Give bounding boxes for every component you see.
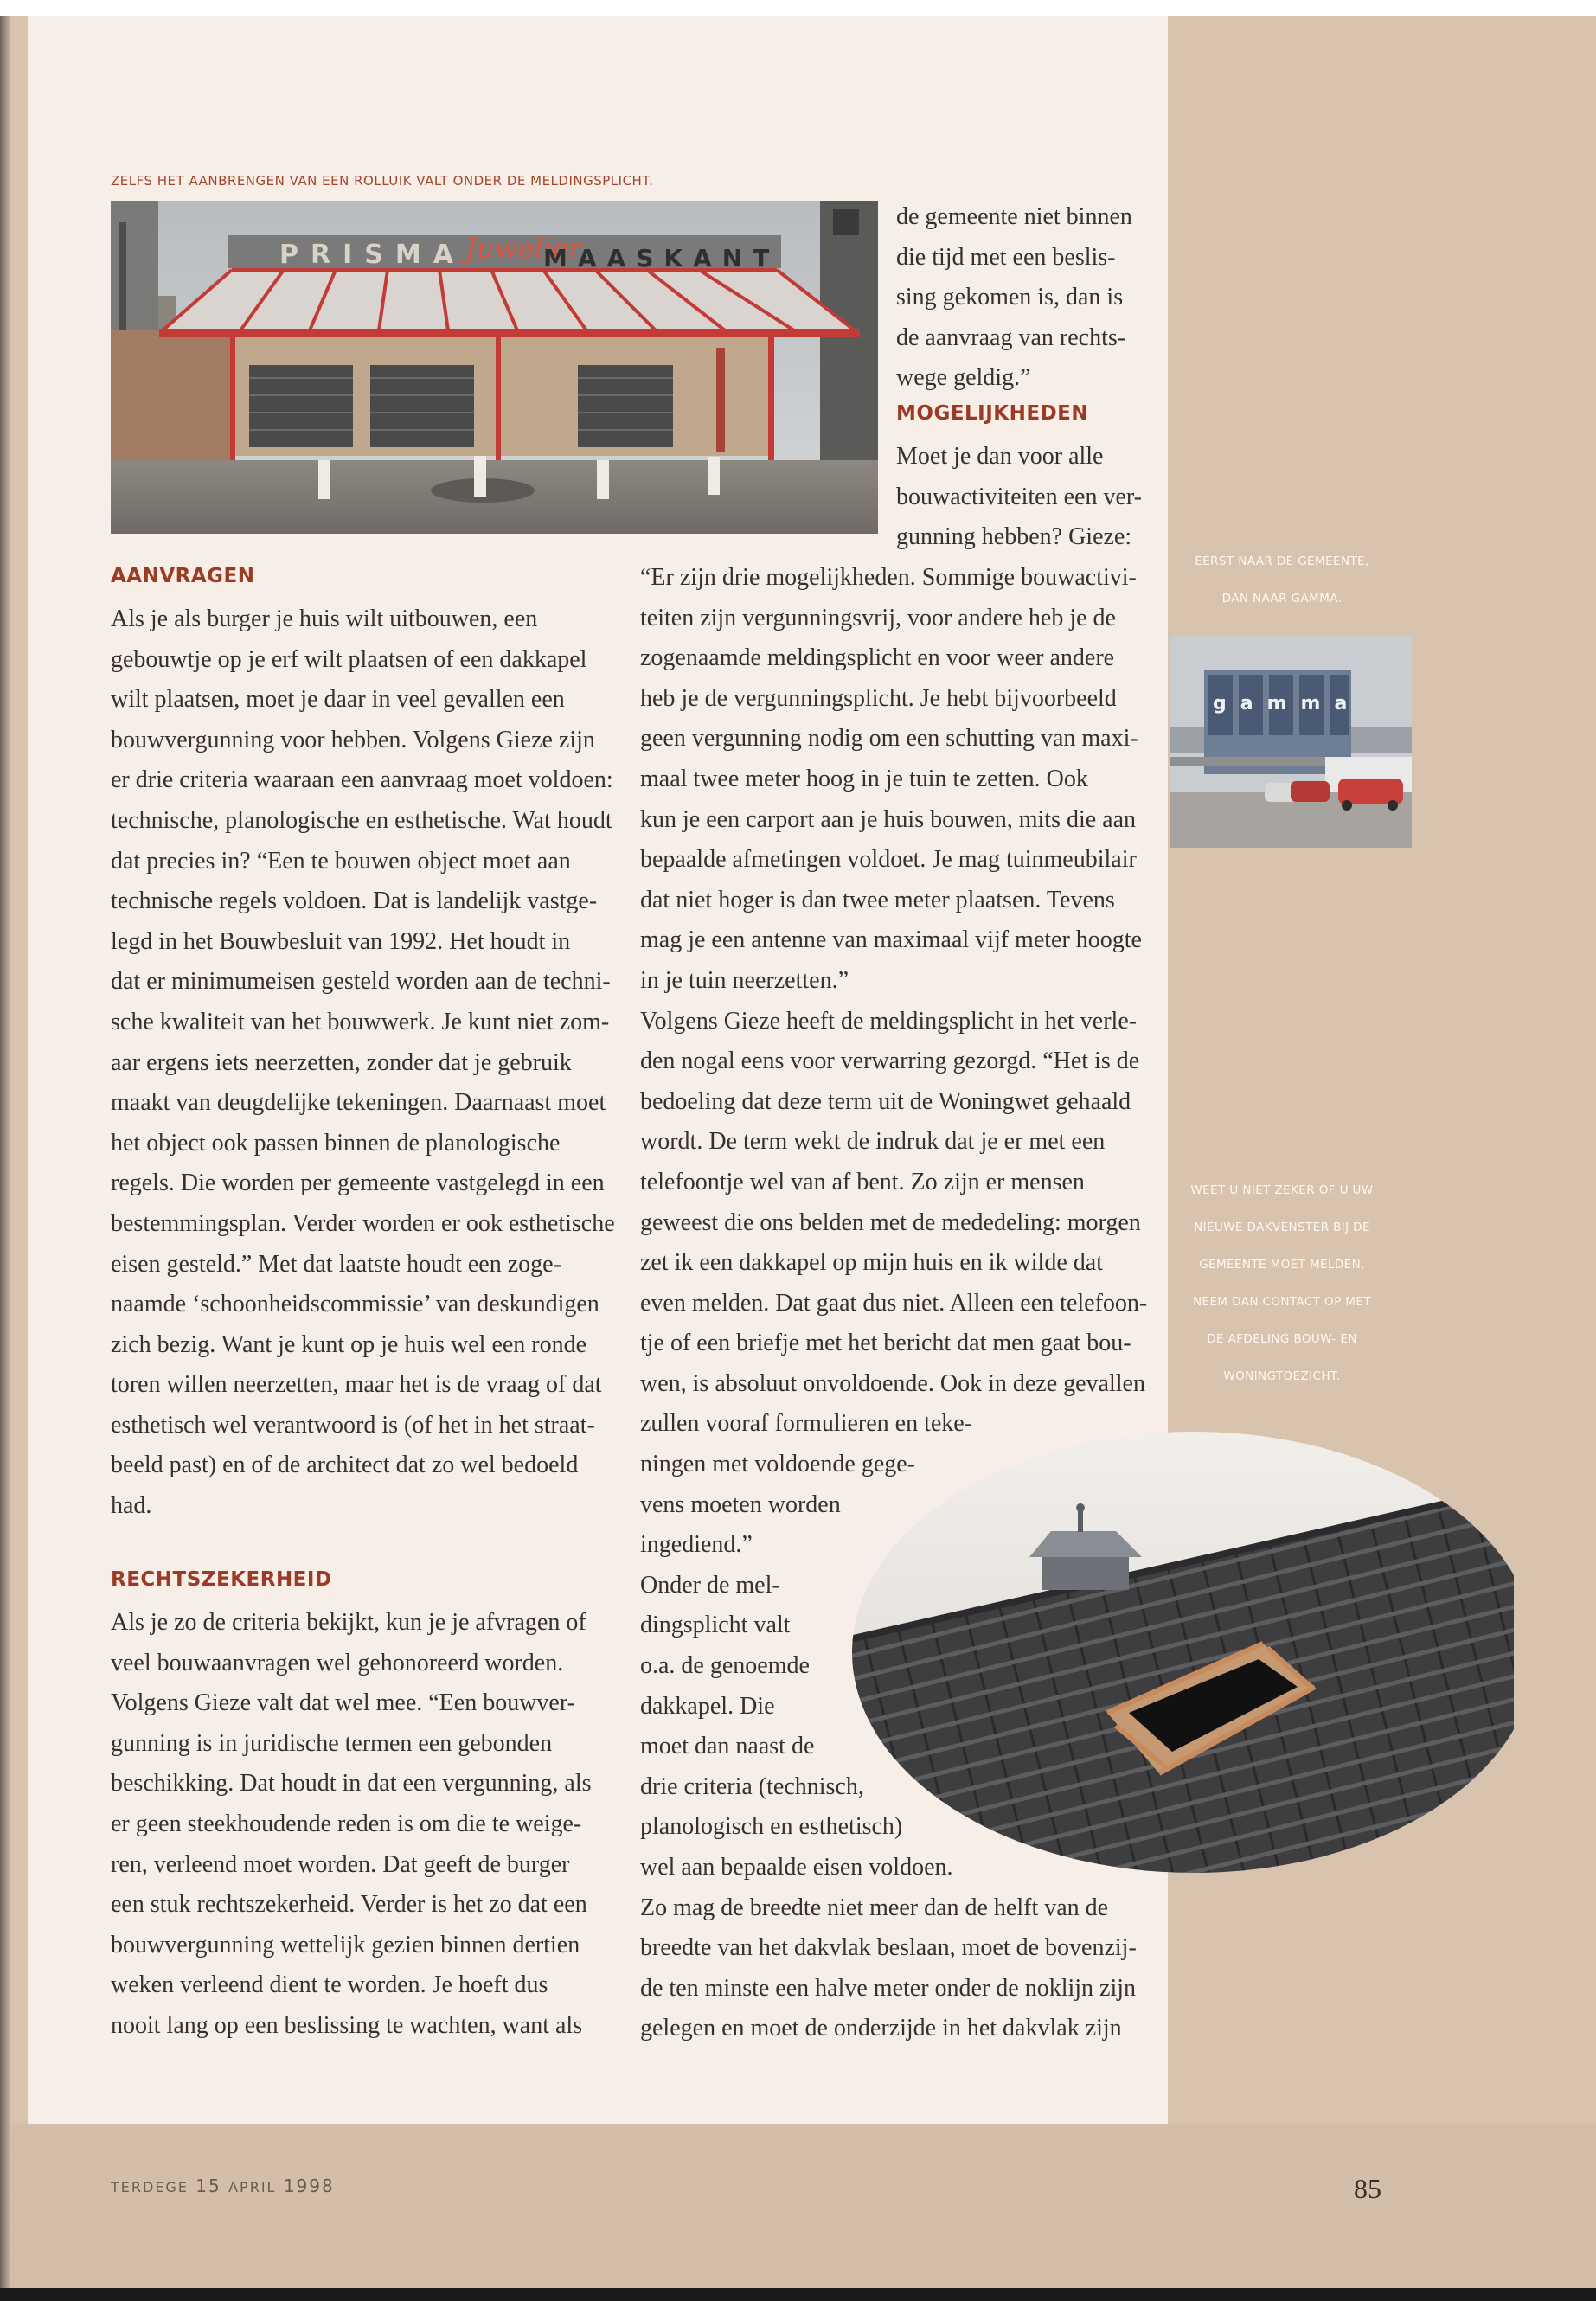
column-1-rechtszekerheid [111, 1603, 592, 2047]
heading-rechtszekerheid: RECHTSZEKERHEID [111, 1568, 332, 1591]
roof-dormer-photo [830, 1427, 1514, 1877]
footer-band [10, 2124, 1596, 2288]
text-line: wilt plaatsen, moet je daar in veel gevallen een [111, 686, 565, 714]
text-line: vens moeten worden [640, 1490, 841, 1518]
footer-day: 15 [195, 2176, 221, 2196]
text-line: Onder de mel- [640, 1571, 780, 1599]
text-line: heb je de vergunningsplicht. Je hebt bijvoorbeeld [640, 684, 1117, 712]
text-line: weken verleend dient te worden. Je hoeft dus [111, 1971, 548, 1999]
text-line: zullen vooraf formulieren en teke- [640, 1410, 973, 1438]
footer-issue-info [111, 2176, 335, 2196]
text-line: dat er minimumeisen gesteld worden aan de techni- [111, 968, 611, 996]
text-line: beschikking. Dat houdt in dat een vergunning, als [111, 1770, 592, 1798]
text-line: dingsplicht valt [640, 1612, 791, 1639]
text-line: ningen met voldoende gege- [640, 1451, 916, 1478]
text-line: gebouwtje op je erf wilt plaatsen of een dakkapel [111, 645, 587, 673]
side-caption-line: DE AFDELING BOUW- EN [1207, 1332, 1357, 1346]
side-caption-line: WONINGTOEZICHT. [1223, 1369, 1341, 1383]
side-caption-line: WEET U NIET ZEKER OF U UW [1190, 1183, 1374, 1197]
text-line: bouwvergunning voor hebben. Volgens Gieze zijn [111, 726, 595, 753]
text-line: bouwvergunning wettelijk gezien binnen dertien [111, 1931, 580, 1958]
text-line: dat precies in? “Een te bouwen object moet aan [111, 847, 571, 875]
shop-photo [111, 201, 878, 534]
text-line: maal twee meter hoog in je tuin te zetten. Ook [640, 765, 1088, 792]
side-caption-gamma [1170, 543, 1394, 618]
text-line: bedoeling dat deze term uit de Woningwet gehaald [640, 1087, 1131, 1115]
footer-magazine: TERDEGE [111, 2179, 189, 2195]
text-line: bouwactiviteiten een ver- [896, 483, 1142, 510]
text-line: sche kwaliteit van het bouwwerk. Je kunt niet zom- [111, 1008, 610, 1035]
text-line: had. [111, 1492, 152, 1520]
text-line: kun je een carport aan je huis bouwen, mits die aan [640, 805, 1137, 833]
text-line: veel bouwaanvragen wel gehonoreerd worden. [111, 1649, 564, 1676]
text-line: mag je een antenne van maximaal vijf meter hoogte [640, 926, 1142, 954]
text-line: Volgens Gieze heeft de meldingsplicht in het verle- [640, 1007, 1138, 1035]
text-line: ren, verleend moet worden. Dat geeft de burger [111, 1850, 570, 1878]
text-line: in je tuin neerzetten.” [640, 966, 849, 994]
text-line: Als je als burger je huis wilt uitbouwen, een [111, 606, 538, 632]
shop-sign-right: MAASKANT [543, 244, 780, 272]
text-line: breedte van het dakvlak beslaan, moet de bovenzij- [640, 1934, 1137, 1962]
shop-photo-graphic [111, 201, 878, 534]
text-line: gelegen en moet de onderzijde in het dakvlak zijn [640, 2015, 1122, 2042]
text-line: Moet je dan voor alle [896, 443, 1104, 470]
text-line: nooit lang op een beslissing te wachten, want als [111, 2011, 583, 2039]
text-line: wordt. De term wekt de indruk dat je er met een [640, 1128, 1106, 1156]
gamma-store-photo [1170, 636, 1412, 848]
text-line: maakt van deugdelijke tekeningen. Daarnaast moet [111, 1089, 606, 1117]
text-line: bepaalde afmetingen voldoet. Je mag tuinmeubilair [640, 846, 1137, 874]
text-line: er geen steekhoudende reden is om die te weige- [111, 1810, 582, 1837]
text-line: geweest die ons belden met de mededeling: morgen [640, 1208, 1141, 1236]
text-line: de aanvraag van rechts- [896, 324, 1126, 351]
text-line: Zo mag de breedte niet meer dan de helft van de [640, 1894, 1109, 1921]
text-line: zich bezig. Want je kunt op je huis wel een ronde [111, 1330, 587, 1358]
text-line: die tijd met een beslis- [896, 243, 1116, 271]
text-line: drie criteria (technisch, [640, 1772, 864, 1800]
text-line: naamde ‘schoonheidscommissie’ van deskundigen [111, 1291, 599, 1318]
text-line: teiten zijn vergunningsvrij, voor andere heb je de [640, 604, 1116, 631]
text-line: de gemeente niet binnen [896, 203, 1132, 230]
text-line: wen, is absoluut onvoldoende. Ook in deze gevallen [640, 1369, 1145, 1397]
text-line: sing gekomen is, dan is [896, 284, 1124, 311]
side-caption-line: NIEUWE DAKVENSTER BIJ DE [1194, 1221, 1370, 1234]
text-line: ingediend.” [640, 1531, 753, 1559]
roof-photo-graphic [830, 1427, 1514, 1877]
gamma-photo-graphic [1170, 636, 1412, 848]
scan-bottom-edge [0, 2288, 1596, 2301]
text-line: wege geldig.” [896, 364, 1031, 392]
text-line: esthetisch wel verantwoord is (of het in het straat- [111, 1411, 595, 1439]
column-2-top [896, 197, 1132, 399]
text-line: tje of een briefje met het bericht dat men gaat bou- [640, 1330, 1131, 1357]
text-line: de ten minste een halve meter onder de noklijn zijn [640, 1974, 1137, 2002]
text-line: toren willen neerzetten, maar het is de vraag of dat [111, 1371, 602, 1399]
side-caption-line: NEEM DAN CONTACT OP MET [1193, 1295, 1371, 1309]
text-line: zogenaamde meldingsplicht en voor weer andere [640, 644, 1115, 672]
shop-sign-script: Juwelier [465, 232, 582, 265]
text-line: regels. Die worden per gemeente vastgelegd in een [111, 1170, 605, 1197]
shop-sign-left: PRISMA [279, 240, 465, 270]
text-line: “Er zijn drie mogelijkheden. Sommige bouwactivi- [640, 564, 1137, 591]
text-line: technische regels voldoen. Dat is landelijk vastge- [111, 888, 598, 915]
footer-year: 1998 [283, 2176, 335, 2196]
scan-top-margin [0, 0, 1596, 16]
text-line: gunning is in juridische termen een gebonden [111, 1729, 553, 1757]
text-line: telefoontje wel van af bent. Zo zijn er mensen [640, 1168, 1085, 1195]
text-line: planologisch en esthetisch) [640, 1813, 903, 1841]
text-line: dakkapel. Die [640, 1692, 775, 1720]
scan-left-edge [0, 16, 10, 2299]
text-line: aar ergens iets neerzetten, zonder dat je gebruik [111, 1048, 572, 1076]
footer-month: APRIL [228, 2179, 277, 2195]
side-caption-line: GEMEENTE MOET MELDEN, [1199, 1258, 1365, 1272]
text-line: het object ook passen binnen de planologische [111, 1129, 561, 1157]
text-line: o.a. de genoemde [640, 1652, 810, 1680]
side-caption-dakvenster [1170, 1172, 1394, 1395]
heading-mogelijkheden: MOGELIJKHEDEN [896, 402, 1089, 425]
text-line: wel aan bepaalde eisen voldoen. [640, 1854, 953, 1881]
text-line: geen vergunning nodig om een schutting van maxi- [640, 725, 1138, 753]
text-line: een stuk rechtszekerheid. Verder is het zo dat een [111, 1891, 587, 1919]
text-line: technische, planologische en esthetische. Wat houdt [111, 806, 612, 834]
column-2-mogelijkheden-intro [896, 437, 1142, 558]
gamma-sign-text: gamma [1213, 693, 1362, 715]
text-line: den nogal eens voor verwarring gezorgd. “Het is de [640, 1048, 1140, 1075]
text-line: legd in het Bouwbesluit van 1992. Het houdt in [111, 927, 571, 955]
text-line: eisen gesteld.” Met dat laatste houdt een zoge- [111, 1250, 561, 1278]
side-caption-line: EERST NAAR DE GEMEENTE, [1195, 554, 1369, 568]
side-caption-line: DAN NAAR GAMMA. [1221, 592, 1343, 606]
text-line: moet dan naast de [640, 1733, 815, 1760]
column-1-aanvragen [111, 599, 615, 1527]
text-line: Volgens Gieze valt dat wel mee. “Een bouwver- [111, 1689, 575, 1717]
page-number: 85 [1354, 2173, 1381, 2204]
text-line: even melden. Dat gaat dus niet. Alleen een telefoon- [640, 1289, 1148, 1317]
text-line: beeld past) en of de architect dat zo wel bedoeld [111, 1452, 579, 1479]
heading-aanvragen: AANVRAGEN [111, 565, 255, 587]
text-line: bestemmingsplan. Verder worden er ook esthetische [111, 1209, 615, 1237]
text-line: Als je zo de criteria bekijkt, kun je je afvragen of [111, 1609, 586, 1636]
text-line: gunning hebben? Gieze: [896, 523, 1132, 551]
text-line: zet ik een dakkapel op mijn huis en ik wilde dat [640, 1249, 1103, 1277]
photo-caption-shop: ZELFS HET AANBRENGEN VAN EEN ROLLUIK VALT ONDER DE MELDINGSPLICHT. [111, 173, 654, 189]
text-line: dat niet hoger is dan twee meter plaatsen. Tevens [640, 886, 1115, 913]
text-line: er drie criteria waaraan een aanvraag moet voldoen: [111, 766, 613, 794]
